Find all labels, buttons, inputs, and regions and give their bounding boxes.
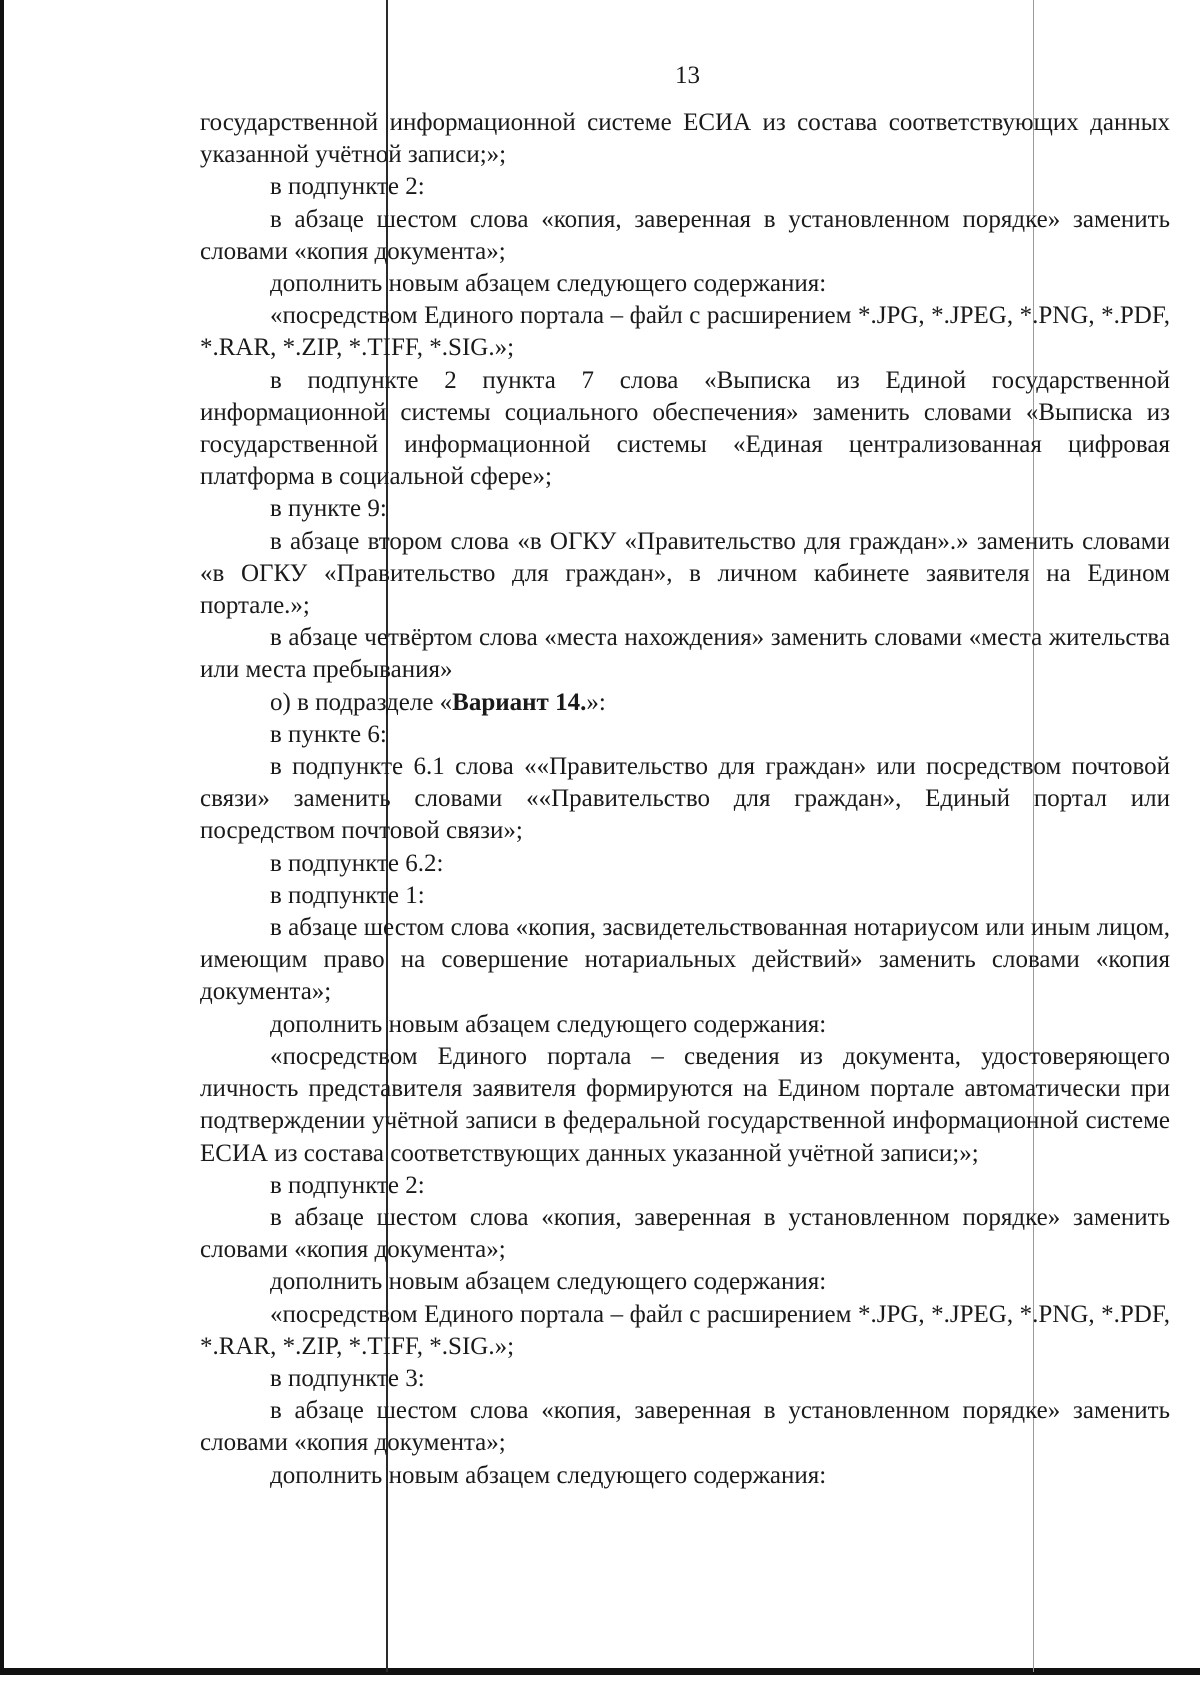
paragraph: в подпункте 3: [270, 1364, 425, 1392]
paragraph: в абзаце шестом слова «копия, засвидетельствованная нотариусом или иным лицом, имеющим право на совершение нотариальных действий» заменить словами «копия документа»; [200, 914, 1170, 1006]
paragraph: в абзаце втором слова «в ОГКУ «Правительство для граждан».» заменить словами «в ОГКУ «Правительство для граждан», в личном кабинете заявителя на Едином портале.»; [200, 527, 1170, 620]
paragraph: в абзаце шестом слова «копия, заверенная в установленном порядке» заменить словами «копия документа»; [200, 1397, 1170, 1457]
paragraph: в пункте 9: [270, 495, 387, 523]
subsection-heading [200, 687, 1170, 719]
paragraph: в подпункте 6.1 слова ««Правительство для граждан» или посредством почтовой связи» заменить словами ««Правительство для граждан», Единый портал или посредством почтовой связи»; [200, 753, 1170, 845]
subsection-prefix: о) в подразделе « [270, 688, 453, 716]
paragraph: дополнить новым абзацем следующего содержания: [270, 1461, 827, 1489]
paragraph: в пункте 6: [270, 720, 387, 748]
scan-bottom-edge [0, 1668, 1200, 1675]
paragraph: в подпункте 6.2: [270, 849, 444, 877]
paragraph: в подпункте 1: [270, 881, 425, 909]
paragraph: «посредством Единого портала – файл с расширением *.JPG, *.JPEG, *.PNG, *.PDF, *.RAR, *.ZIP, *.TIFF, *.SIG.»; [200, 1300, 1170, 1360]
subsection-suffix: »: [586, 688, 606, 716]
paragraph: «посредством Единого портала – сведения из документа, удостоверяющего личность представителя заявителя формируются на Едином портале автоматически при подтверждении учётной записи в федеральной государственной информационной системе ЕСИА из состава соответствующих данных указанной учётной записи;»; [200, 1042, 1170, 1167]
paragraph: дополнить новым абзацем следующего содержания: [270, 270, 827, 298]
page-number: 13 [675, 62, 700, 89]
paragraph: в абзаце шестом слова «копия, заверенная в установленном порядке» заменить словами «копия документа»; [200, 205, 1170, 265]
paragraph: дополнить новым абзацем следующего содержания: [270, 1010, 827, 1038]
paragraph: в абзаце шестом слова «копия, заверенная в установленном порядке» заменить словами «копия документа»; [200, 1203, 1170, 1264]
paragraph: в подпункте 2: [270, 1171, 425, 1199]
paragraph: в подпункте 2: [270, 173, 425, 201]
paragraph: дополнить новым абзацем следующего содержания: [270, 1268, 827, 1296]
scan-left-edge [0, 0, 4, 1672]
paragraph: «посредством Единого портала – файл с расширением *.JPG, *.JPEG, *.PNG, *.PDF, *.RAR, *.ZIP, *.TIFF, *.SIG.»; [200, 302, 1170, 362]
paragraph: в подпункте 2 пункта 7 слова «Выписка из Единой государственной информационной системы социального обеспечения» заменить словами «Выписка из государственной информационной системы «Единая централизованная цифровая платформа в социальной сфере»; [200, 366, 1170, 491]
variant-title: Вариант 14. [452, 688, 587, 716]
paragraph: в абзаце четвёртом слова «места нахождения» заменить словами «места жительства или места пребывания» [200, 624, 1170, 684]
paragraph: государственной информационной системе ЕСИА из состава соответствующих данных указанной учётной записи;»; [200, 109, 1170, 169]
document-body [200, 107, 1170, 1492]
